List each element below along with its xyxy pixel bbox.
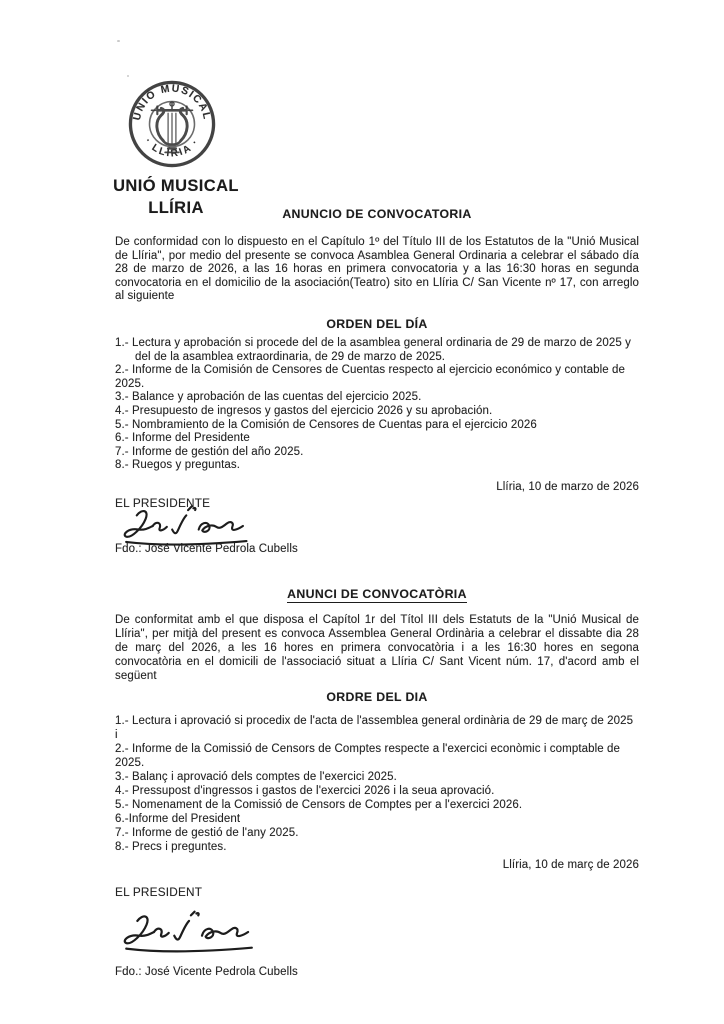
scan-speck xyxy=(127,75,129,77)
announcement-title-es: ANUNCIO DE CONVOCATORIA xyxy=(282,207,472,221)
agenda-item: 2.- Informe de la Comissió de Censors de Comptes respecte a l'exercici econòmic i comptable de 2025. xyxy=(115,743,621,769)
announcement-title-ca: ANUNCI DE CONVOCATÒRIA xyxy=(287,587,467,601)
agenda-item: 5.- Nombramiento de la Comisión de Censores de Cuentas para el ejercicio 2026 xyxy=(115,418,537,431)
agenda-item: 4.- Pressupost d'ingressos i gastos de l'exercici 2026 i la seua aprovació. xyxy=(115,785,495,797)
agenda-item: 7.- Informe de gestió de l'any 2025. xyxy=(115,827,299,839)
scan-speck xyxy=(117,40,120,42)
agenda-list-ca xyxy=(115,714,639,854)
agenda-item: 2.- Informe de la Comisión de Censores de Cuentas respecto al ejercicio económico y contable de 2025. xyxy=(115,364,626,390)
seal-top-label: UNIÓ MUSICAL xyxy=(131,83,213,122)
seal-bottom-label: · LLÍRIA · xyxy=(142,136,202,160)
signer-name-es: Fdo.: José Vicente Pedrola Cubells xyxy=(115,543,298,555)
agenda-item: 7.- Informe de gestión del año 2025. xyxy=(115,445,304,458)
agenda-item: 8.- Ruegos y preguntas. xyxy=(115,459,241,472)
agenda-item: 6.- Informe del Presidente xyxy=(115,432,250,445)
date-line-ca: Llíria, 10 de març de 2026 xyxy=(502,859,639,871)
president-label-es: EL PRESIDENTE xyxy=(115,496,211,510)
agenda-title-es: ORDEN DEL DÍA xyxy=(326,317,428,331)
intro-paragraph-es: De conformidad con lo dispuesto en el Capítulo 1º del Título III de los Estatutos de la "Unió Musical de Llíria", por medio del presente se convoca Asamblea General Ordinaria a celebrar el sábado día 28 de marzo de 2026, a las 16 horas en primera convocatoria y a las 16:30 horas en segunda convocatoria en el domicilio de la asociación(Teatro) sito en Llíria C/ San Vicente nº 17, con arreglo al siguiente xyxy=(115,236,639,303)
president-label-ca: EL PRESIDENT xyxy=(115,885,203,899)
agenda-list-es xyxy=(115,337,639,473)
agenda-item: 1.- Lectura y aprobación si procede del de la asamblea general ordinaria de 29 de marzo de 2025 y del de la asamblea extraordinaria, de 29 de marzo de 2025. xyxy=(115,337,632,363)
agenda-item: 6.-Informe del President xyxy=(115,813,241,825)
organization-name-line2: LLÍRIA xyxy=(148,198,204,217)
signer-name-ca: Fdo.: José Vicente Pedrola Cubells xyxy=(115,966,298,978)
handwritten-signature xyxy=(108,908,283,956)
agenda-title-ca: ORDRE DEL DIA xyxy=(326,690,428,704)
agenda-item: 5.- Nomenament de la Comissió de Censors de Comptes per a l'exercici 2026. xyxy=(115,799,523,811)
agenda-item: 1.- Lectura i aprovació si procedix de l'acta de l'assemblea general ordinària de 29 de març de 2025 i xyxy=(115,715,634,741)
agenda-item: 3.- Balance y aprobación de las cuentas del ejercicio 2025. xyxy=(115,391,422,404)
agenda-item: 4.- Presupuesto de ingresos y gastos del ejercicio 2026 y su aprobación. xyxy=(115,404,493,417)
agenda-item: 3.- Balanç i aprovació dels comptes de l'exercici 2025. xyxy=(115,771,397,783)
intro-paragraph-ca: De conformitat amb el que disposa el Capítol 1r del Títol III dels Estatuts de la "Unió Musical de Llíria", per mitjà del present es convoca Assemblea General Ordinària a celebrar el dissabte dia 28 de març del 2026, a les 16 hores en primera convocatòria i a les 16:30 hores en segona convocatòria en el domicili de l'associació situat a Llíria C/ Sant Vicent núm. 17, d'acord amb el següent xyxy=(115,614,639,682)
organization-name-line1: UNIÓ MUSICAL xyxy=(113,177,239,195)
organization-seal xyxy=(128,80,216,168)
agenda-item: 8.- Precs i preguntes. xyxy=(115,841,227,853)
date-line-es: Llíria, 10 de marzo de 2026 xyxy=(496,481,639,493)
